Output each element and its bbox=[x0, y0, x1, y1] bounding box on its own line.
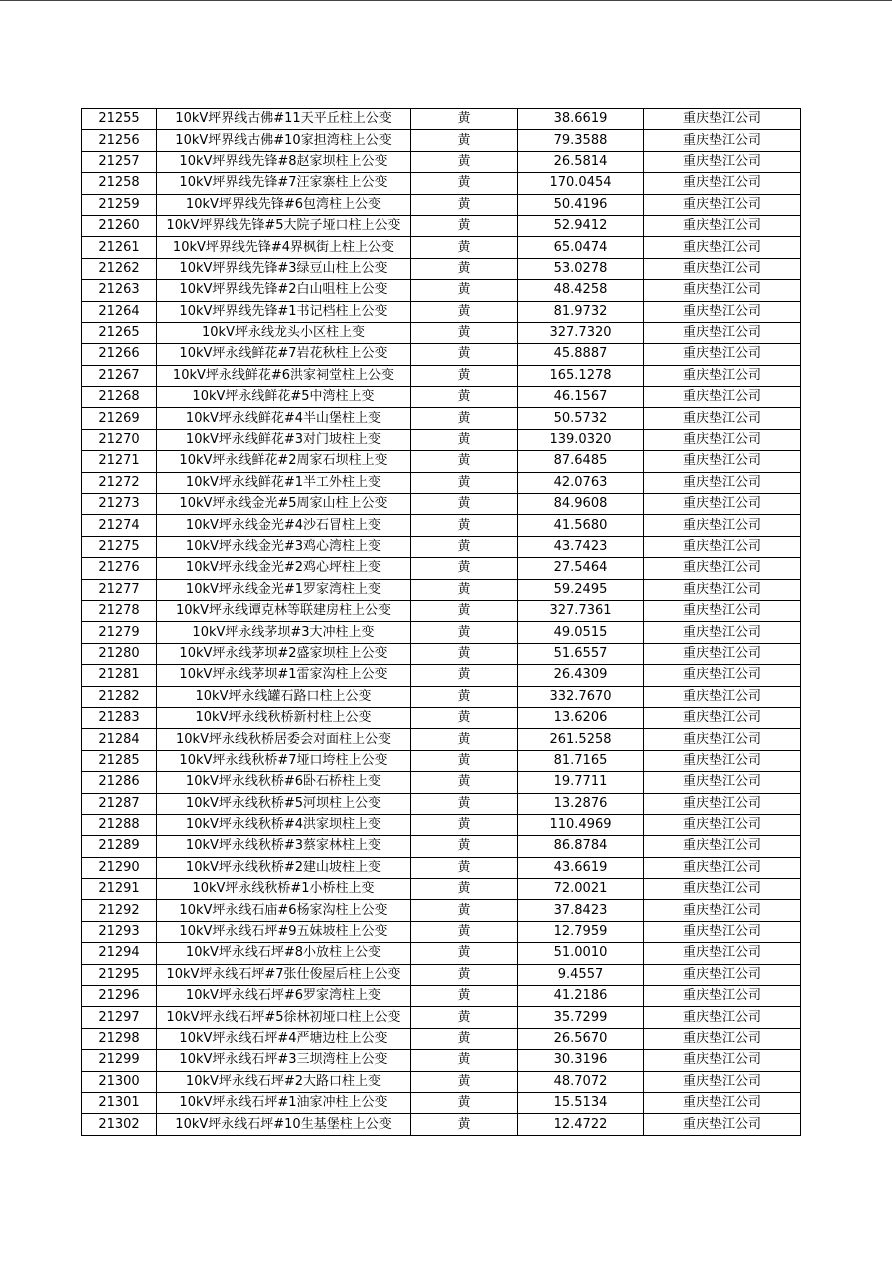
row-id-cell: 21291 bbox=[82, 879, 157, 900]
row-id-cell: 21264 bbox=[82, 301, 157, 322]
table-row bbox=[82, 964, 801, 985]
value-cell: 49.0515 bbox=[518, 622, 644, 643]
value-cell: 51.0010 bbox=[518, 943, 644, 964]
status-cell: 黄 bbox=[411, 258, 518, 279]
row-id-cell: 21286 bbox=[82, 772, 157, 793]
table-row bbox=[82, 729, 801, 750]
table-row bbox=[82, 515, 801, 536]
status-cell: 黄 bbox=[411, 643, 518, 664]
value-cell: 261.5258 bbox=[518, 729, 644, 750]
substation-name-cell: 10kV坪界线先锋#7汪家寨柱上公变 bbox=[157, 173, 411, 194]
table-row bbox=[82, 750, 801, 771]
substation-name-cell: 10kV坪永线石坪#2大路口柱上变 bbox=[157, 1071, 411, 1092]
table-row bbox=[82, 1114, 801, 1135]
substation-name-cell: 10kV坪界线先锋#5大院子垭口柱上公变 bbox=[157, 215, 411, 236]
table-row bbox=[82, 494, 801, 515]
value-cell: 139.0320 bbox=[518, 429, 644, 450]
table-row bbox=[82, 558, 801, 579]
substation-name-cell: 10kV坪永线秋桥新村柱上公变 bbox=[157, 707, 411, 728]
value-cell: 59.2495 bbox=[518, 579, 644, 600]
substation-name-cell: 10kV坪永线罐石路口柱上公变 bbox=[157, 686, 411, 707]
value-cell: 48.4258 bbox=[518, 280, 644, 301]
substation-name-cell: 10kV坪永线金光#1罗家湾柱上变 bbox=[157, 579, 411, 600]
status-cell: 黄 bbox=[411, 558, 518, 579]
company-cell: 重庆垫江公司 bbox=[644, 472, 801, 493]
status-cell: 黄 bbox=[411, 857, 518, 878]
company-cell: 重庆垫江公司 bbox=[644, 964, 801, 985]
status-cell: 黄 bbox=[411, 429, 518, 450]
row-id-cell: 21258 bbox=[82, 173, 157, 194]
company-cell: 重庆垫江公司 bbox=[644, 494, 801, 515]
row-id-cell: 21296 bbox=[82, 986, 157, 1007]
value-cell: 15.5134 bbox=[518, 1092, 644, 1113]
value-cell: 170.0454 bbox=[518, 173, 644, 194]
value-cell: 65.0474 bbox=[518, 237, 644, 258]
data-table bbox=[81, 108, 801, 1136]
substation-name-cell: 10kV坪永线石坪#7张仕俊屋后柱上公变 bbox=[157, 964, 411, 985]
company-cell: 重庆垫江公司 bbox=[644, 215, 801, 236]
row-id-cell: 21292 bbox=[82, 900, 157, 921]
company-cell: 重庆垫江公司 bbox=[644, 151, 801, 172]
row-id-cell: 21298 bbox=[82, 1028, 157, 1049]
table-row bbox=[82, 194, 801, 215]
value-cell: 19.7711 bbox=[518, 772, 644, 793]
table-row bbox=[82, 173, 801, 194]
row-id-cell: 21284 bbox=[82, 729, 157, 750]
row-id-cell: 21285 bbox=[82, 750, 157, 771]
value-cell: 327.7361 bbox=[518, 600, 644, 621]
value-cell: 26.5814 bbox=[518, 151, 644, 172]
row-id-cell: 21290 bbox=[82, 857, 157, 878]
substation-name-cell: 10kV坪永线石坪#10生基堡柱上公变 bbox=[157, 1114, 411, 1135]
row-id-cell: 21262 bbox=[82, 258, 157, 279]
row-id-cell: 21293 bbox=[82, 921, 157, 942]
substation-name-cell: 10kV坪永线鲜花#7岩花秋柱上公变 bbox=[157, 344, 411, 365]
status-cell: 黄 bbox=[411, 943, 518, 964]
value-cell: 37.8423 bbox=[518, 900, 644, 921]
company-cell: 重庆垫江公司 bbox=[644, 558, 801, 579]
row-id-cell: 21261 bbox=[82, 237, 157, 258]
row-id-cell: 21259 bbox=[82, 194, 157, 215]
substation-name-cell: 10kV坪界线先锋#4界枫街上柱上公变 bbox=[157, 237, 411, 258]
status-cell: 黄 bbox=[411, 237, 518, 258]
status-cell: 黄 bbox=[411, 921, 518, 942]
company-cell: 重庆垫江公司 bbox=[644, 515, 801, 536]
value-cell: 79.3588 bbox=[518, 130, 644, 151]
substation-name-cell: 10kV坪永线石庙#6杨家沟柱上公变 bbox=[157, 900, 411, 921]
substation-name-cell: 10kV坪永线秋桥#7垭口垮柱上公变 bbox=[157, 750, 411, 771]
status-cell: 黄 bbox=[411, 1007, 518, 1028]
value-cell: 30.3196 bbox=[518, 1050, 644, 1071]
substation-name-cell: 10kV坪永线鲜花#3对门坡柱上变 bbox=[157, 429, 411, 450]
table-row bbox=[82, 451, 801, 472]
value-cell: 50.5732 bbox=[518, 408, 644, 429]
value-cell: 12.4722 bbox=[518, 1114, 644, 1135]
substation-name-cell: 10kV坪永线秋桥#6卧石桥柱上变 bbox=[157, 772, 411, 793]
status-cell: 黄 bbox=[411, 729, 518, 750]
row-id-cell: 21255 bbox=[82, 109, 157, 130]
row-id-cell: 21294 bbox=[82, 943, 157, 964]
company-cell: 重庆垫江公司 bbox=[644, 344, 801, 365]
table-row bbox=[82, 258, 801, 279]
row-id-cell: 21281 bbox=[82, 665, 157, 686]
table-row bbox=[82, 280, 801, 301]
company-cell: 重庆垫江公司 bbox=[644, 429, 801, 450]
company-cell: 重庆垫江公司 bbox=[644, 301, 801, 322]
status-cell: 黄 bbox=[411, 1028, 518, 1049]
row-id-cell: 21301 bbox=[82, 1092, 157, 1113]
row-id-cell: 21299 bbox=[82, 1050, 157, 1071]
status-cell: 黄 bbox=[411, 472, 518, 493]
status-cell: 黄 bbox=[411, 387, 518, 408]
table-row bbox=[82, 600, 801, 621]
substation-name-cell: 10kV坪界线先锋#8赵家坝柱上公变 bbox=[157, 151, 411, 172]
value-cell: 26.5670 bbox=[518, 1028, 644, 1049]
value-cell: 46.1567 bbox=[518, 387, 644, 408]
company-cell: 重庆垫江公司 bbox=[644, 879, 801, 900]
status-cell: 黄 bbox=[411, 600, 518, 621]
company-cell: 重庆垫江公司 bbox=[644, 665, 801, 686]
table-row bbox=[82, 1050, 801, 1071]
company-cell: 重庆垫江公司 bbox=[644, 173, 801, 194]
table-row bbox=[82, 857, 801, 878]
value-cell: 327.7320 bbox=[518, 322, 644, 343]
table-body bbox=[82, 109, 801, 1136]
substation-name-cell: 10kV坪界线古佛#11天平丘柱上公变 bbox=[157, 109, 411, 130]
table-row bbox=[82, 1007, 801, 1028]
value-cell: 43.6619 bbox=[518, 857, 644, 878]
table-row bbox=[82, 1071, 801, 1092]
status-cell: 黄 bbox=[411, 1114, 518, 1135]
row-id-cell: 21295 bbox=[82, 964, 157, 985]
company-cell: 重庆垫江公司 bbox=[644, 1028, 801, 1049]
company-cell: 重庆垫江公司 bbox=[644, 1114, 801, 1135]
substation-name-cell: 10kV坪永线秋桥#3蔡家林柱上变 bbox=[157, 836, 411, 857]
company-cell: 重庆垫江公司 bbox=[644, 986, 801, 1007]
value-cell: 53.0278 bbox=[518, 258, 644, 279]
table-row bbox=[82, 986, 801, 1007]
value-cell: 50.4196 bbox=[518, 194, 644, 215]
substation-name-cell: 10kV坪永线金光#4沙石冒柱上变 bbox=[157, 515, 411, 536]
status-cell: 黄 bbox=[411, 707, 518, 728]
status-cell: 黄 bbox=[411, 772, 518, 793]
value-cell: 26.4309 bbox=[518, 665, 644, 686]
table-row bbox=[82, 1092, 801, 1113]
substation-name-cell: 10kV坪永线秋桥#4洪家坝柱上变 bbox=[157, 814, 411, 835]
status-cell: 黄 bbox=[411, 194, 518, 215]
company-cell: 重庆垫江公司 bbox=[644, 387, 801, 408]
row-id-cell: 21289 bbox=[82, 836, 157, 857]
table-row bbox=[82, 130, 801, 151]
company-cell: 重庆垫江公司 bbox=[644, 258, 801, 279]
status-cell: 黄 bbox=[411, 301, 518, 322]
company-cell: 重庆垫江公司 bbox=[644, 772, 801, 793]
table-row bbox=[82, 836, 801, 857]
status-cell: 黄 bbox=[411, 622, 518, 643]
substation-name-cell: 10kV坪永线金光#5周家山柱上公变 bbox=[157, 494, 411, 515]
substation-name-cell: 10kV坪永线谭克林等联建房柱上公变 bbox=[157, 600, 411, 621]
value-cell: 13.6206 bbox=[518, 707, 644, 728]
value-cell: 9.4557 bbox=[518, 964, 644, 985]
status-cell: 黄 bbox=[411, 793, 518, 814]
value-cell: 81.7165 bbox=[518, 750, 644, 771]
table-row bbox=[82, 301, 801, 322]
table-row bbox=[82, 686, 801, 707]
substation-name-cell: 10kV坪永线茅坝#1雷家沟柱上公变 bbox=[157, 665, 411, 686]
substation-name-cell: 10kV坪永线金光#2鸡心坪柱上变 bbox=[157, 558, 411, 579]
row-id-cell: 21272 bbox=[82, 472, 157, 493]
status-cell: 黄 bbox=[411, 280, 518, 301]
substation-name-cell: 10kV坪界线先锋#6包湾柱上公变 bbox=[157, 194, 411, 215]
row-id-cell: 21267 bbox=[82, 365, 157, 386]
table-row bbox=[82, 707, 801, 728]
table-row bbox=[82, 215, 801, 236]
company-cell: 重庆垫江公司 bbox=[644, 408, 801, 429]
company-cell: 重庆垫江公司 bbox=[644, 921, 801, 942]
company-cell: 重庆垫江公司 bbox=[644, 1092, 801, 1113]
table-row bbox=[82, 429, 801, 450]
company-cell: 重庆垫江公司 bbox=[644, 793, 801, 814]
table-row bbox=[82, 921, 801, 942]
table-row bbox=[82, 151, 801, 172]
table-row bbox=[82, 643, 801, 664]
status-cell: 黄 bbox=[411, 109, 518, 130]
value-cell: 81.9732 bbox=[518, 301, 644, 322]
substation-name-cell: 10kV坪永线鲜花#1半工外柱上变 bbox=[157, 472, 411, 493]
substation-name-cell: 10kV坪永线石坪#3三坝湾柱上公变 bbox=[157, 1050, 411, 1071]
row-id-cell: 21282 bbox=[82, 686, 157, 707]
value-cell: 12.7959 bbox=[518, 921, 644, 942]
table-row bbox=[82, 772, 801, 793]
company-cell: 重庆垫江公司 bbox=[644, 365, 801, 386]
value-cell: 87.6485 bbox=[518, 451, 644, 472]
substation-name-cell: 10kV坪永线石坪#8小放柱上公变 bbox=[157, 943, 411, 964]
value-cell: 27.5464 bbox=[518, 558, 644, 579]
substation-name-cell: 10kV坪永线石坪#5徐林初垭口柱上公变 bbox=[157, 1007, 411, 1028]
company-cell: 重庆垫江公司 bbox=[644, 194, 801, 215]
substation-name-cell: 10kV坪永线石坪#4严塘边柱上公变 bbox=[157, 1028, 411, 1049]
substation-name-cell: 10kV坪界线先锋#1书记档柱上公变 bbox=[157, 301, 411, 322]
row-id-cell: 21260 bbox=[82, 215, 157, 236]
substation-name-cell: 10kV坪永线鲜花#2周家石坝柱上变 bbox=[157, 451, 411, 472]
table-row bbox=[82, 814, 801, 835]
row-id-cell: 21280 bbox=[82, 643, 157, 664]
table-row bbox=[82, 387, 801, 408]
status-cell: 黄 bbox=[411, 536, 518, 557]
table-row bbox=[82, 408, 801, 429]
status-cell: 黄 bbox=[411, 451, 518, 472]
status-cell: 黄 bbox=[411, 814, 518, 835]
value-cell: 41.5680 bbox=[518, 515, 644, 536]
value-cell: 48.7072 bbox=[518, 1071, 644, 1092]
row-id-cell: 21279 bbox=[82, 622, 157, 643]
status-cell: 黄 bbox=[411, 750, 518, 771]
status-cell: 黄 bbox=[411, 515, 518, 536]
row-id-cell: 21266 bbox=[82, 344, 157, 365]
status-cell: 黄 bbox=[411, 1071, 518, 1092]
company-cell: 重庆垫江公司 bbox=[644, 814, 801, 835]
substation-name-cell: 10kV坪永线石坪#6罗家湾柱上变 bbox=[157, 986, 411, 1007]
status-cell: 黄 bbox=[411, 579, 518, 600]
company-cell: 重庆垫江公司 bbox=[644, 130, 801, 151]
table-row bbox=[82, 665, 801, 686]
company-cell: 重庆垫江公司 bbox=[644, 943, 801, 964]
substation-name-cell: 10kV坪永线鲜花#6洪家祠堂柱上公变 bbox=[157, 365, 411, 386]
table-row bbox=[82, 579, 801, 600]
substation-name-cell: 10kV坪永线鲜花#4半山堡柱上变 bbox=[157, 408, 411, 429]
company-cell: 重庆垫江公司 bbox=[644, 579, 801, 600]
status-cell: 黄 bbox=[411, 494, 518, 515]
table-row bbox=[82, 109, 801, 130]
row-id-cell: 21297 bbox=[82, 1007, 157, 1028]
status-cell: 黄 bbox=[411, 879, 518, 900]
substation-name-cell: 10kV坪永线秋桥#5河坝柱上公变 bbox=[157, 793, 411, 814]
table-row bbox=[82, 536, 801, 557]
value-cell: 41.2186 bbox=[518, 986, 644, 1007]
company-cell: 重庆垫江公司 bbox=[644, 729, 801, 750]
company-cell: 重庆垫江公司 bbox=[644, 536, 801, 557]
status-cell: 黄 bbox=[411, 1050, 518, 1071]
substation-name-cell: 10kV坪永线茅坝#3大冲柱上变 bbox=[157, 622, 411, 643]
company-cell: 重庆垫江公司 bbox=[644, 1007, 801, 1028]
substation-name-cell: 10kV坪界线古佛#10家担湾柱上公变 bbox=[157, 130, 411, 151]
status-cell: 黄 bbox=[411, 173, 518, 194]
page-top-border bbox=[0, 0, 892, 1]
value-cell: 52.9412 bbox=[518, 215, 644, 236]
row-id-cell: 21257 bbox=[82, 151, 157, 172]
substation-name-cell: 10kV坪界线先锋#2白山咀柱上公变 bbox=[157, 280, 411, 301]
row-id-cell: 21277 bbox=[82, 579, 157, 600]
company-cell: 重庆垫江公司 bbox=[644, 109, 801, 130]
table-row bbox=[82, 622, 801, 643]
value-cell: 38.6619 bbox=[518, 109, 644, 130]
company-cell: 重庆垫江公司 bbox=[644, 280, 801, 301]
status-cell: 黄 bbox=[411, 665, 518, 686]
table-row bbox=[82, 793, 801, 814]
row-id-cell: 21276 bbox=[82, 558, 157, 579]
status-cell: 黄 bbox=[411, 964, 518, 985]
substation-name-cell: 10kV坪永线秋桥居委会对面柱上公变 bbox=[157, 729, 411, 750]
row-id-cell: 21275 bbox=[82, 536, 157, 557]
value-cell: 35.7299 bbox=[518, 1007, 644, 1028]
row-id-cell: 21273 bbox=[82, 494, 157, 515]
status-cell: 黄 bbox=[411, 130, 518, 151]
status-cell: 黄 bbox=[411, 900, 518, 921]
company-cell: 重庆垫江公司 bbox=[644, 237, 801, 258]
table-row bbox=[82, 237, 801, 258]
row-id-cell: 21268 bbox=[82, 387, 157, 408]
row-id-cell: 21269 bbox=[82, 408, 157, 429]
status-cell: 黄 bbox=[411, 836, 518, 857]
company-cell: 重庆垫江公司 bbox=[644, 1050, 801, 1071]
table-row bbox=[82, 472, 801, 493]
company-cell: 重庆垫江公司 bbox=[644, 900, 801, 921]
row-id-cell: 21256 bbox=[82, 130, 157, 151]
status-cell: 黄 bbox=[411, 408, 518, 429]
substation-name-cell: 10kV坪永线秋桥#2建山坡柱上变 bbox=[157, 857, 411, 878]
substation-name-cell: 10kV坪永线秋桥#1小桥柱上变 bbox=[157, 879, 411, 900]
substation-name-cell: 10kV坪永线石坪#9五妹坡柱上公变 bbox=[157, 921, 411, 942]
substation-name-cell: 10kV坪界线先锋#3绿豆山柱上公变 bbox=[157, 258, 411, 279]
row-id-cell: 21265 bbox=[82, 322, 157, 343]
value-cell: 45.8887 bbox=[518, 344, 644, 365]
value-cell: 42.0763 bbox=[518, 472, 644, 493]
status-cell: 黄 bbox=[411, 344, 518, 365]
company-cell: 重庆垫江公司 bbox=[644, 750, 801, 771]
company-cell: 重庆垫江公司 bbox=[644, 1071, 801, 1092]
substation-name-cell: 10kV坪永线茅坝#2盛家坝柱上公变 bbox=[157, 643, 411, 664]
company-cell: 重庆垫江公司 bbox=[644, 857, 801, 878]
table-row bbox=[82, 879, 801, 900]
substation-name-cell: 10kV坪永线鲜花#5中湾柱上变 bbox=[157, 387, 411, 408]
substation-name-cell: 10kV坪永线金光#3鸡心湾柱上变 bbox=[157, 536, 411, 557]
row-id-cell: 21302 bbox=[82, 1114, 157, 1135]
value-cell: 86.8784 bbox=[518, 836, 644, 857]
value-cell: 13.2876 bbox=[518, 793, 644, 814]
value-cell: 51.6557 bbox=[518, 643, 644, 664]
value-cell: 110.4969 bbox=[518, 814, 644, 835]
substation-name-cell: 10kV坪永线石坪#1油家冲柱上公变 bbox=[157, 1092, 411, 1113]
value-cell: 332.7670 bbox=[518, 686, 644, 707]
company-cell: 重庆垫江公司 bbox=[644, 707, 801, 728]
status-cell: 黄 bbox=[411, 215, 518, 236]
table-row bbox=[82, 365, 801, 386]
table-row bbox=[82, 943, 801, 964]
value-cell: 84.9608 bbox=[518, 494, 644, 515]
status-cell: 黄 bbox=[411, 365, 518, 386]
row-id-cell: 21283 bbox=[82, 707, 157, 728]
company-cell: 重庆垫江公司 bbox=[644, 322, 801, 343]
table-row bbox=[82, 900, 801, 921]
row-id-cell: 21288 bbox=[82, 814, 157, 835]
value-cell: 43.7423 bbox=[518, 536, 644, 557]
company-cell: 重庆垫江公司 bbox=[644, 836, 801, 857]
row-id-cell: 21263 bbox=[82, 280, 157, 301]
status-cell: 黄 bbox=[411, 686, 518, 707]
substation-name-cell: 10kV坪永线龙头小区柱上变 bbox=[157, 322, 411, 343]
company-cell: 重庆垫江公司 bbox=[644, 686, 801, 707]
table-row bbox=[82, 344, 801, 365]
company-cell: 重庆垫江公司 bbox=[644, 451, 801, 472]
row-id-cell: 21287 bbox=[82, 793, 157, 814]
row-id-cell: 21300 bbox=[82, 1071, 157, 1092]
status-cell: 黄 bbox=[411, 1092, 518, 1113]
status-cell: 黄 bbox=[411, 986, 518, 1007]
table-row bbox=[82, 322, 801, 343]
company-cell: 重庆垫江公司 bbox=[644, 622, 801, 643]
row-id-cell: 21274 bbox=[82, 515, 157, 536]
value-cell: 165.1278 bbox=[518, 365, 644, 386]
company-cell: 重庆垫江公司 bbox=[644, 643, 801, 664]
row-id-cell: 21270 bbox=[82, 429, 157, 450]
status-cell: 黄 bbox=[411, 151, 518, 172]
row-id-cell: 21271 bbox=[82, 451, 157, 472]
value-cell: 72.0021 bbox=[518, 879, 644, 900]
table-row bbox=[82, 1028, 801, 1049]
row-id-cell: 21278 bbox=[82, 600, 157, 621]
company-cell: 重庆垫江公司 bbox=[644, 600, 801, 621]
status-cell: 黄 bbox=[411, 322, 518, 343]
